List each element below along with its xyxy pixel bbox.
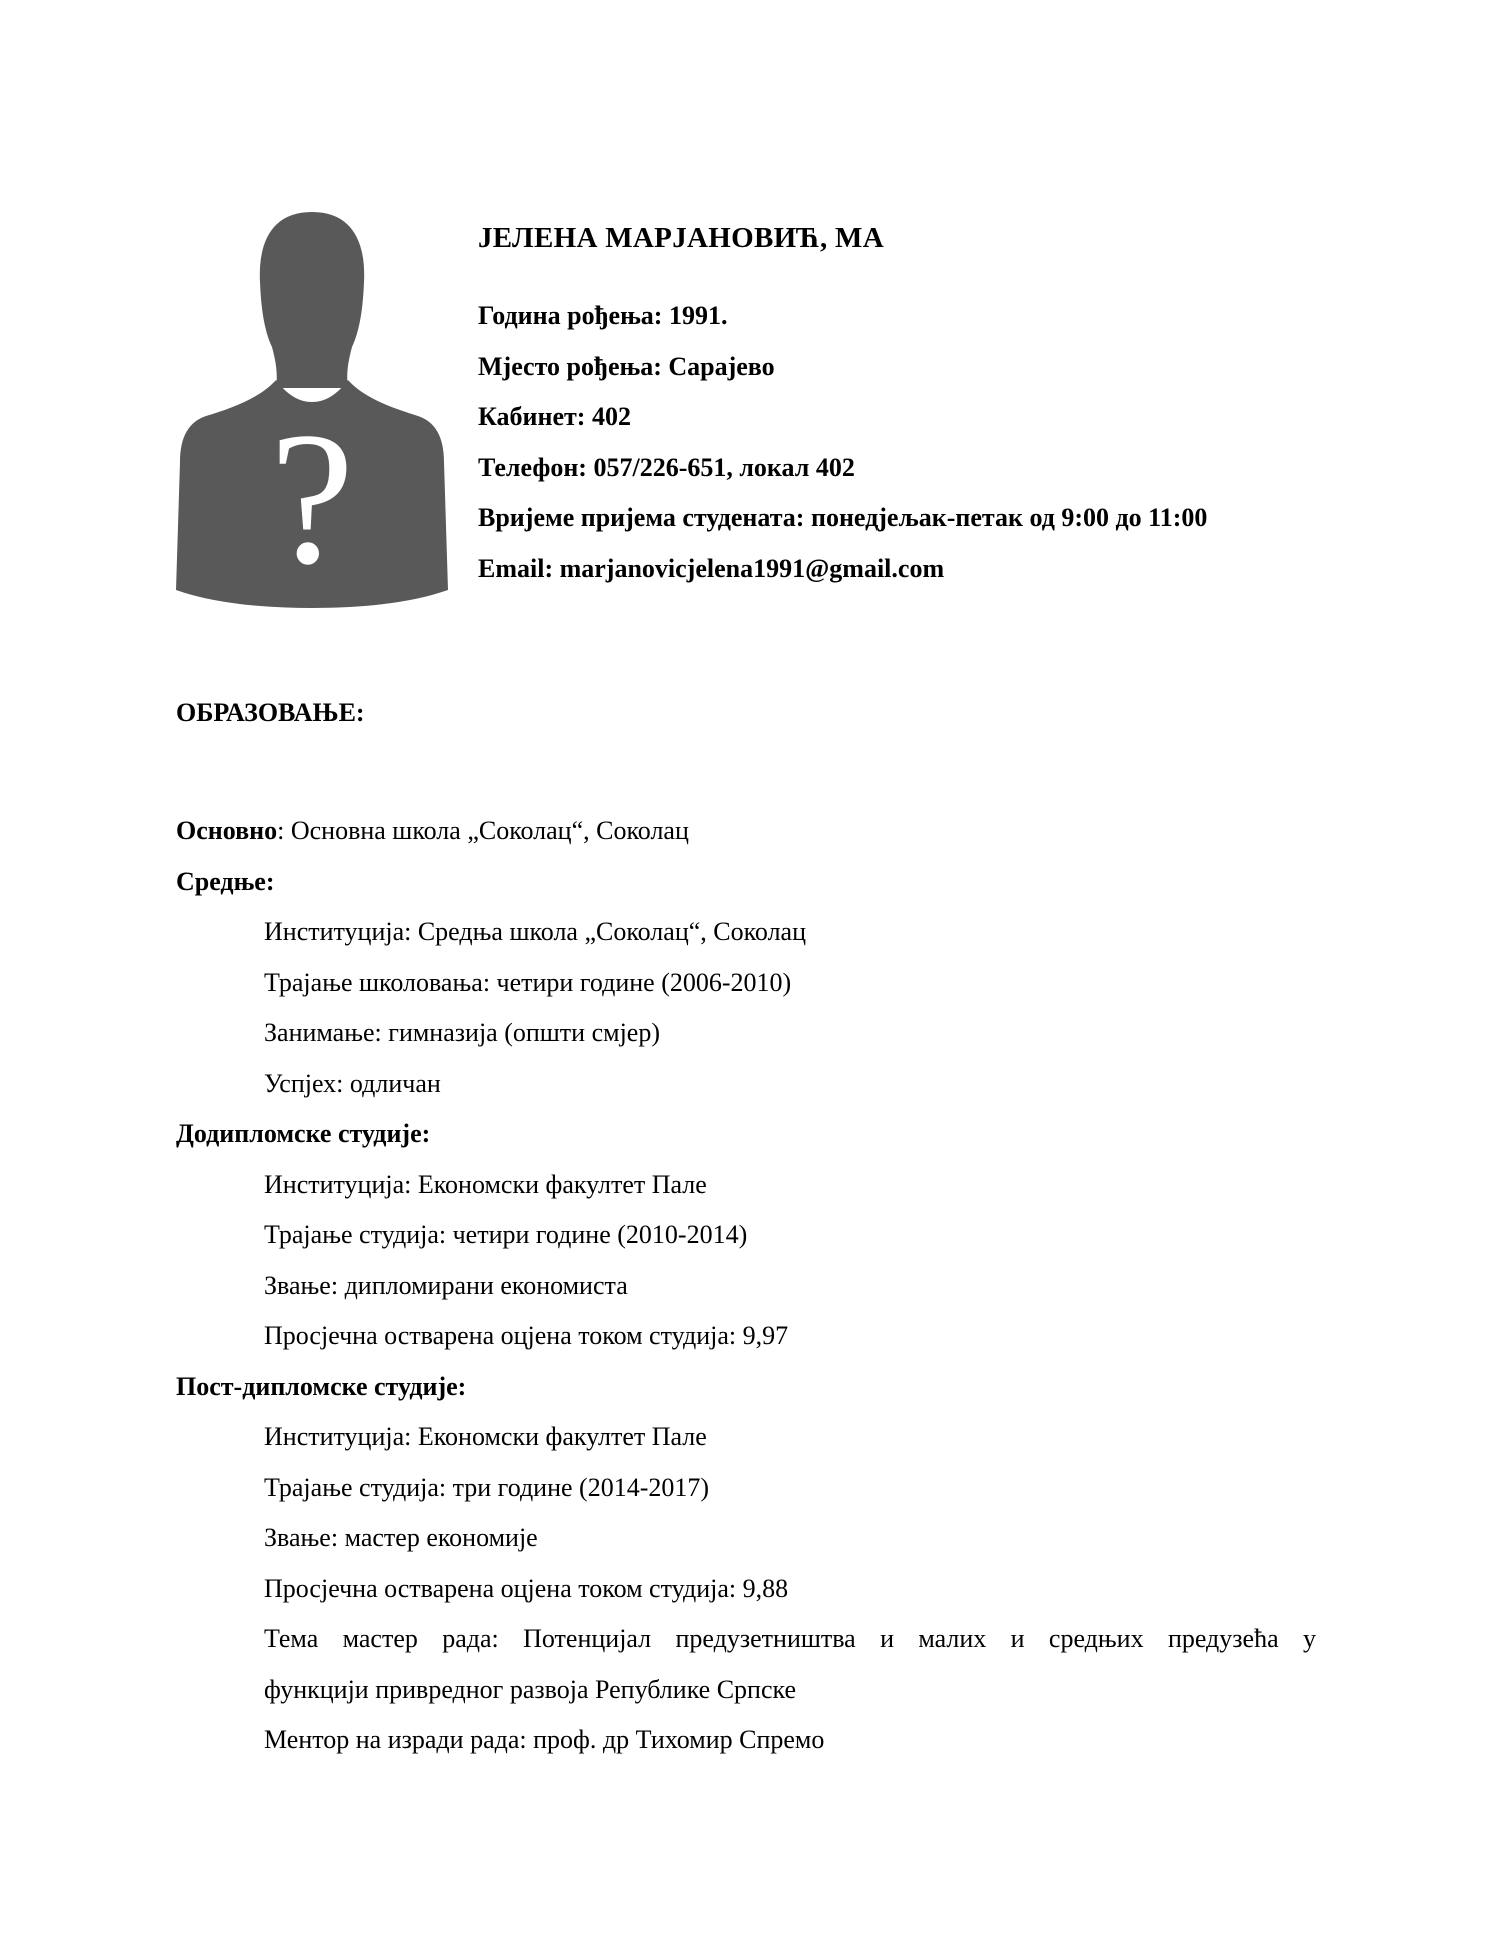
office: Кабинет: 402 xyxy=(478,402,631,431)
phone: Телефон: 057/226-651, локал 402 xyxy=(478,452,855,482)
secondary-institution: Институција: Средња школа „Соколац“, Соколац xyxy=(264,917,807,946)
education-list xyxy=(176,818,1316,1778)
education-section xyxy=(176,700,1316,1778)
svg-text:?: ? xyxy=(269,394,355,604)
avatar-placeholder-icon xyxy=(176,212,448,608)
secondary-success: Успјех: одличан xyxy=(264,1068,441,1098)
postgraduate-grade: Просјечна остварена оцјена током студија: 9,88 xyxy=(264,1573,789,1603)
person-name: ЈЕЛЕНА МАРЈАНОВИЋ, МА xyxy=(478,222,884,254)
secondary-occupation: Занимање: гимназија (општи смјер) xyxy=(264,1018,660,1047)
postgraduate-duration: Трајање студија: три године (2014-2017) xyxy=(264,1472,710,1502)
undergraduate-grade: Просјечна остварена оцјена током студија: 9,97 xyxy=(264,1321,789,1350)
secondary-duration: Трајање школовања: четири године (2006-2010) xyxy=(264,967,792,997)
postgraduate-institution: Институција: Економски факултет Пале xyxy=(264,1422,707,1451)
thesis-mentor: Ментор на изради рада: проф. др Тихомир Спремо xyxy=(264,1725,825,1754)
undergraduate-heading: Додипломске студије: xyxy=(176,1119,431,1148)
postgraduate-title: Звање: мастер економије xyxy=(264,1523,538,1552)
undergraduate-institution: Институција: Економски факултет Пале xyxy=(264,1169,707,1199)
secondary-heading: Средње: xyxy=(176,866,275,896)
education-title: ОБРАЗОВАЊЕ: xyxy=(176,698,365,727)
primary-label: Основно xyxy=(176,816,278,845)
thesis-topic-line1: Тема мастер рада: Потенцијал предузетништва и малих и средњих предузећа у xyxy=(264,1626,1316,1653)
birth-place: Мјесто рођења: Сарајево xyxy=(478,351,775,381)
profile-header xyxy=(478,224,1378,606)
undergraduate-duration: Трајање студија: четири године (2010-2014) xyxy=(264,1220,748,1249)
primary-value: : Основна школа „Соколац“, Соколац xyxy=(277,816,689,845)
email: Email: marjanovicjelena1991@gmail.com xyxy=(478,553,945,583)
thesis-topic-line2: функцији привредног развоја Републике Српске xyxy=(264,1674,797,1704)
birth-year: Година рођења: 1991. xyxy=(478,301,728,330)
contact-info xyxy=(478,303,1378,606)
office-hours: Вријеме пријема студената: понедјељак-петак од 9:00 до 11:00 xyxy=(478,503,1208,532)
undergraduate-title: Звање: дипломирани економиста xyxy=(264,1270,628,1300)
postgraduate-heading: Пост-дипломске студије: xyxy=(176,1371,467,1401)
primary-education xyxy=(176,818,1316,869)
